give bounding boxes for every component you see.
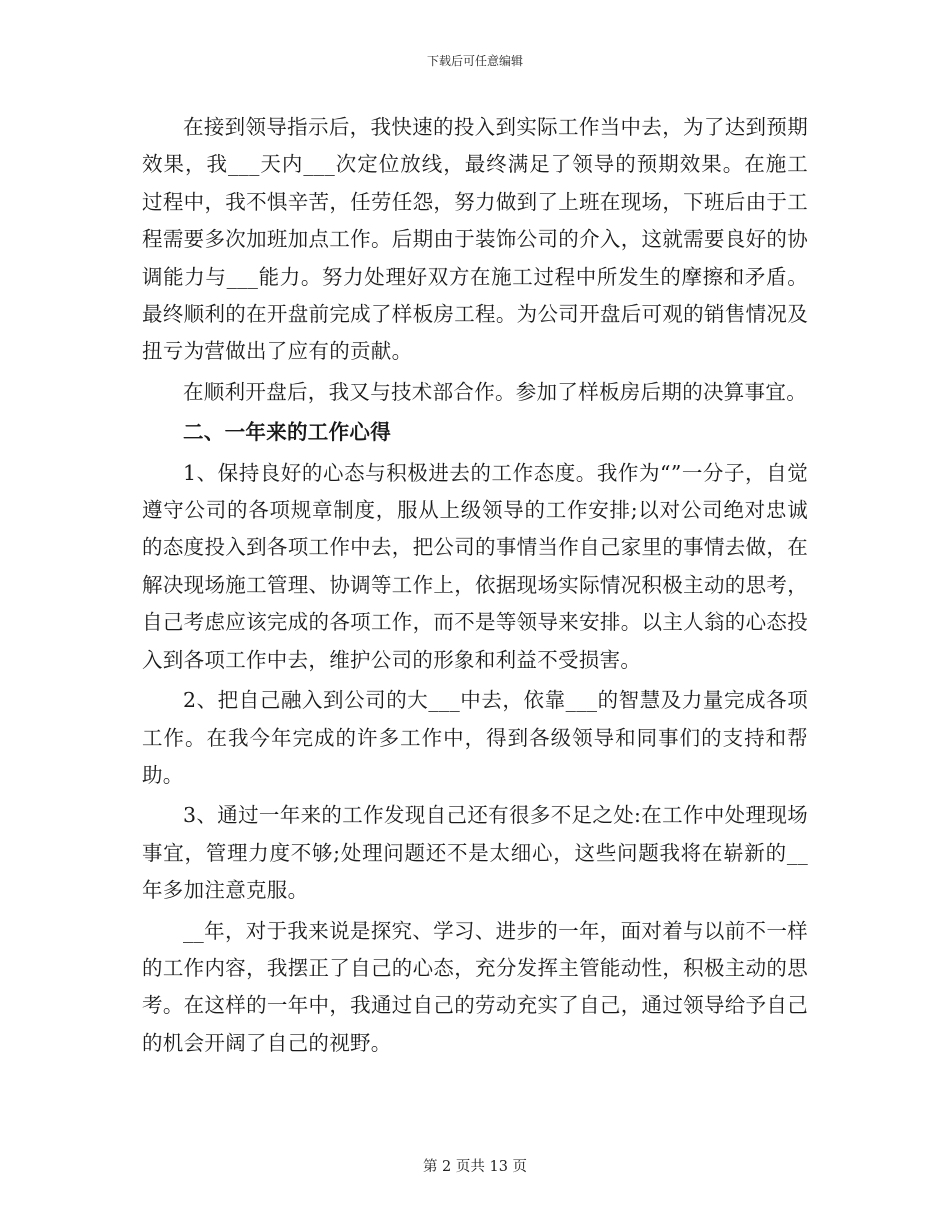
paragraph-after-opening: 在顺利开盘后，我又与技术部合作。参加了样板房后期的决算事宜。: [183, 379, 807, 404]
page-header: 下载后可任意编辑: [426, 54, 523, 68]
paragraph-year-summary: __年，对于我来说是探究、学习、进步的一年，面对着与以前不一样的工作内容，我摆正了自己的心态，充分发挥主管能动性，积极主动的思考。在这样的一年中，我通过自己的劳动充实了自己，通过领导给予自己的机会开阔了自己的视野。: [142, 918, 808, 1055]
paragraph-insight-1: 1、保持良好的心态与积极进去的工作态度。我作为“”一分子，自觉遵守公司的各项规章制度，服从上级领导的工作安排;以对公司绝对忠诚的态度投入到各项工作中去，把公司的事情当作自己家里的事情去做，在解决现场施工管理、协调等工作上，依据现场实际情况积极主动的思考，自己考虑应该完成的各项工作，而不是等领导来安排。以主人翁的心态投入到各项工作中去，维护公司的形象和利益不受损害。: [142, 460, 808, 672]
document-body: [142, 109, 808, 1065]
paragraph-work-process: 在接到领导指示后，我快速的投入到实际工作当中去，为了达到预期效果，我___天内___次定位放线，最终满足了领导的预期效果。在施工过程中，我不惧辛苦，任劳任怨，努力做到了上班在现场，下班后由于工程需要多次加班加点工作。后期由于装饰公司的介入，这就需要良好的协调能力与___能力。努力处理好双方在施工过程中所发生的摩擦和矛盾。最终顺利的在开盘前完成了样板房工程。为公司开盘后可观的销售情况及扭亏为营做出了应有的贡献。: [142, 115, 808, 364]
section-heading-work-insights: 二、一年来的工作心得: [183, 420, 391, 445]
paragraph-insight-3: 3、通过一年来的工作发现自己还有很多不足之处:在工作中处理现场事宜，管理力度不够;处理问题还不是太细心，这些问题我将在崭新的__年多加注意克服。: [142, 803, 808, 903]
page-number: 第 2 页共 13 页: [422, 1159, 528, 1175]
paragraph-insight-2: 2、把自己融入到公司的大___中去，依靠___的智慧及力量完成各项工作。在我今年完成的许多工作中，得到各级领导和同事们的支持和帮助。: [142, 688, 808, 787]
